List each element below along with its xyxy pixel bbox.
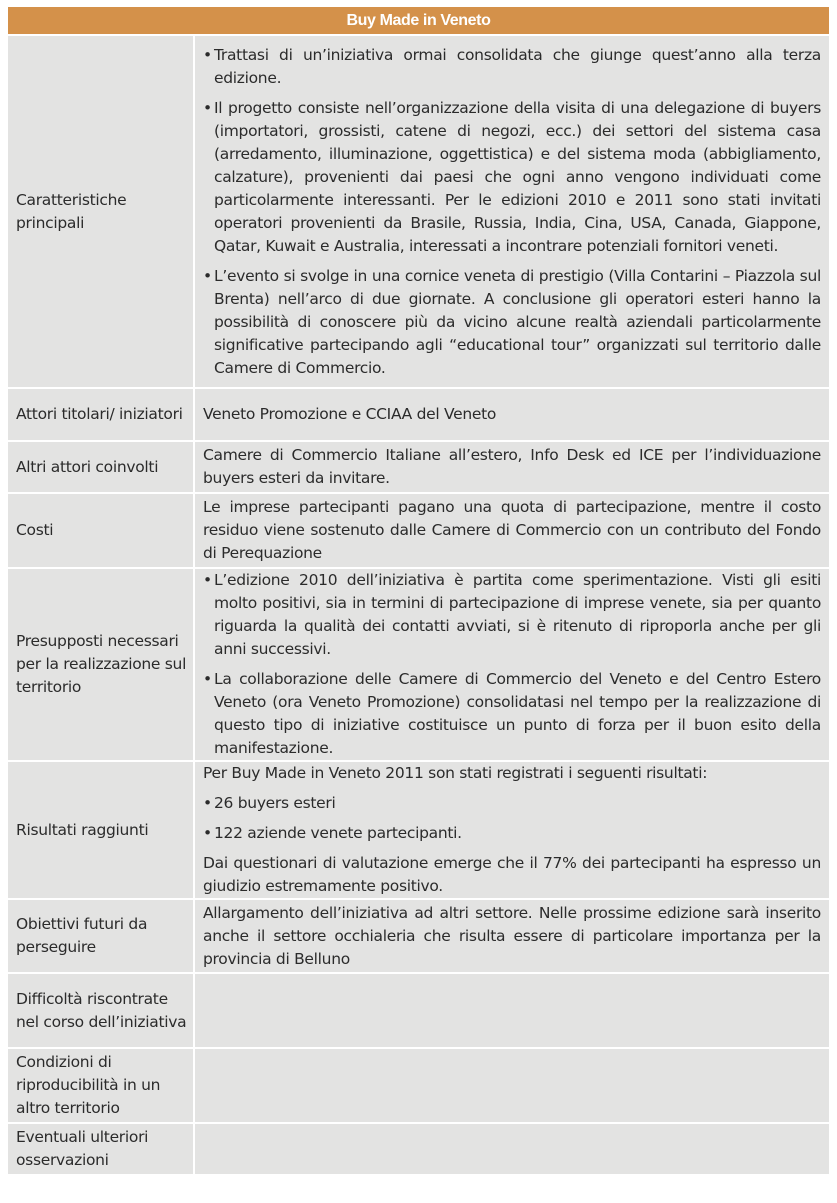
table-row-eventuali	[7, 1123, 830, 1175]
bullet-icon: •	[203, 794, 212, 812]
row-label: Eventuali ulteriori osservazioni	[7, 1123, 194, 1175]
bullet-item	[203, 44, 821, 90]
bullet-item	[203, 792, 821, 815]
row-content-empty	[194, 973, 830, 1048]
bullet-text: Trattasi di un’iniziativa ormai consolidata che giunge quest’anno alla terza edizione.	[214, 45, 821, 87]
bullet-item	[203, 265, 821, 380]
table-title-row	[7, 6, 830, 35]
row-content-empty	[194, 1123, 830, 1175]
table-row-presupposti	[7, 568, 830, 761]
bullet-icon: •	[203, 45, 212, 64]
table-row-condizioni	[7, 1048, 830, 1123]
table-row-risultati	[7, 761, 830, 899]
info-table	[6, 5, 831, 1176]
row-label: Attori titolari/ iniziatori	[7, 388, 194, 441]
row-content	[194, 761, 830, 899]
bullet-text: Il progetto consiste nell’organizzazione della visita di una delegazione di buyers (importatori, grossisti, catene di negozi, ecc.) dei settori del sistema casa (arredamento, illuminazione, oggettistica) e del sistema moda (abbigliamento, calzature), provenienti dai paesi che ogni anno vengono individuati come particolarmente interessanti. Per le edizioni 2010 e 2011 sono stati invitati operatori provenienti da Brasile, Russia, India, Cina, USA, Canada, Giappone, Qatar, Kuwait e Australia, interessati a incontrare potenziali fornitori veneti.	[214, 98, 821, 255]
bullet-text: La collaborazione delle Camere di Commercio del Veneto e del Centro Estero Veneto (ora Veneto Promozione) consolidatasi nel tempo per la realizzazione di questo tipo di iniziative costituisce un punto di forza per il buon esito della manifestazione.	[214, 670, 821, 757]
content-text: Veneto Promozione e CCIAA del Veneto	[203, 405, 497, 423]
table-row-difficolta	[7, 973, 830, 1048]
table-row-obiettivi	[7, 899, 830, 973]
bullet-text: L’evento si svolge in una cornice veneta di prestigio (Villa Contarini – Piazzola sul Brenta) nell’arco di due giornate. A conclusione gli operatori esteri hanno la possibilità di conoscere più da vicino alcune realtà aziendali particolarmente significative partecipando agli “educational tour” organizzati sul territorio dalle Camere di Commercio.	[214, 266, 821, 377]
bullet-icon: •	[203, 824, 212, 842]
row-content	[194, 899, 830, 973]
bullet-icon: •	[203, 571, 212, 589]
bullet-text: 122 aziende venete partecipanti.	[214, 824, 462, 842]
bullet-icon: •	[203, 98, 212, 117]
row-content-empty	[194, 1048, 830, 1123]
row-label: Condizioni di riproducibilità in un altro territorio	[7, 1048, 194, 1123]
row-content	[194, 568, 830, 761]
row-label: Risultati raggiunti	[7, 761, 194, 899]
table-row-altri-attori	[7, 441, 830, 493]
content-text: Camere di Commercio Italiane all’estero, Info Desk ed ICE per l’individuazione buyers esteri da invitare.	[203, 446, 821, 487]
row-content	[194, 493, 830, 568]
table-title: Buy Made in Veneto	[7, 6, 830, 35]
row-content	[194, 441, 830, 493]
bullet-icon: •	[203, 670, 212, 688]
bullet-item	[203, 822, 821, 845]
row-label: Presupposti necessari per la realizzazione sul territorio	[7, 568, 194, 761]
row-label: Costi	[7, 493, 194, 568]
bullet-item	[203, 97, 821, 258]
row-content	[194, 388, 830, 441]
bullet-item	[203, 569, 821, 661]
bullet-text: 26 buyers esteri	[214, 794, 336, 812]
row-label: Difficoltà riscontrate nel corso dell’iniziativa	[7, 973, 194, 1048]
bullet-icon: •	[203, 266, 212, 285]
row-label: Altri attori coinvolti	[7, 441, 194, 493]
table-row-costi	[7, 493, 830, 568]
row-content	[194, 35, 830, 388]
row-label: Caratteristiche principali	[7, 35, 194, 388]
bullet-item	[203, 668, 821, 760]
content-text: Le imprese partecipanti pagano una quota di partecipazione, mentre il costo residuo viene sostenuto dalle Camere di Commercio con un contributo del Fondo di Perequazione	[203, 498, 821, 562]
content-intro: Per Buy Made in Veneto 2011 son stati registrati i seguenti risultati:	[203, 764, 708, 782]
table-row-caratteristiche	[7, 35, 830, 388]
content-text: Allargamento dell’iniziativa ad altri settore. Nelle prossime edizione sarà inserito anche il settore occhialeria che risulta essere di particolare importanza per la provincia di Belluno	[203, 903, 821, 968]
table-row-attori-titolari	[7, 388, 830, 441]
content-outro: Dai questionari di valutazione emerge che il 77% dei partecipanti ha espresso un giudizio estremamente positivo.	[203, 854, 821, 895]
row-label: Obiettivi futuri da perseguire	[7, 899, 194, 973]
bullet-text: L’edizione 2010 dell’iniziativa è partita come sperimentazione. Visti gli esiti molto positivi, sia in termini di partecipazione di imprese venete, sia per quanto riguarda la qualità dei contatti avviati, si è ritenuto di riproporla anche per gli anni successivi.	[214, 571, 821, 658]
